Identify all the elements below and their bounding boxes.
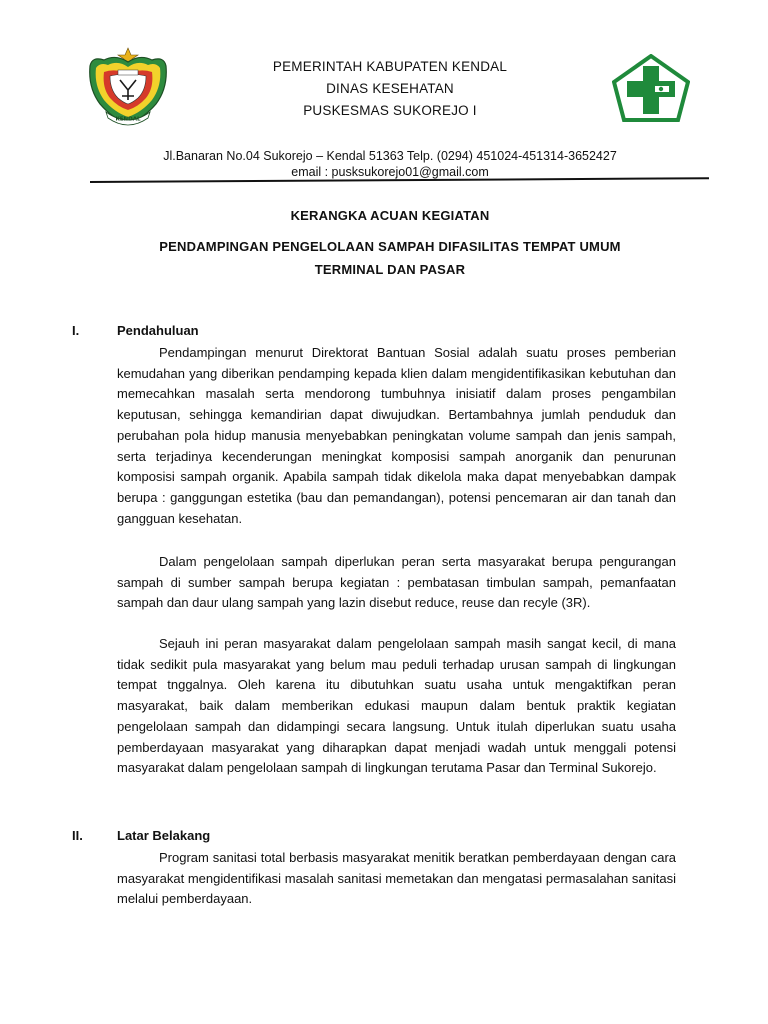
paragraph-pendahuluan-2: Dalam pengelolaan sampah diperlukan peran serta masyarakat berupa pengurangan sampah di sumber sampah berupa kegiatan : pembatasan timbulan sampah, pemanfaatan sampah dan daur ulang sampah yang lazin disebut reduce, reuse dan recyle (3R). — [117, 554, 676, 611]
section-number-2: II. — [72, 828, 83, 843]
header-email: email : pusksukorejo01@gmail.com — [291, 165, 489, 179]
section-number-1: I. — [72, 323, 80, 338]
paragraph-latar-belakang-1: Program sanitasi total berbasis masyarakat menitik beratkan pemberdayaan dengan cara masyarakat mengidentifikasi masalah sanitasi memetakan dan mengatasi permasalahan sanitasi melalui pemberdayaan. — [117, 850, 676, 907]
section-title-pendahuluan: Pendahuluan — [117, 323, 199, 338]
header-address: Jl.Banaran No.04 Sukorejo – Kendal 51363 Telp. (0294) 451024-451314-3652427 — [163, 149, 617, 163]
header-puskesmas-line: PUSKESMAS SUKOREJO I — [303, 103, 477, 118]
header-agency-line: DINAS KESEHATAN — [326, 81, 454, 96]
document-subtitle-line2: TERMINAL DAN PASAR — [314, 262, 466, 277]
paragraph-pendahuluan-1: Pendampingan menurut Direktorat Bantuan Sosial adalah suatu proses pemberian kemudahan yang diberikan pendamping kepada klien dalam mengidentifikasikan kebutuhan dan memecahkan masalah serta mendorong tumbuhnya inisiatif dalam proses pengambilan keputusan, sehingga kemandirian dapat diwujudkan. Bertambahnya jumlah penduduk dan perubahan pola hidup manusia menyebabkan peningkatan volume sampah dan jenis sampah, serta terjadinya kecenderungan meningkat komposisi sampah anorganik dan penurunan komposisi sampah organik. Apabila sampah tidak dikelola maka dapat menyebabkan dampak berupa : ganggungan estetika (bau dan pemandangan), potensi pencemaran air dan tanah dan gangguan kesehatan. — [117, 345, 676, 526]
section-title-latar-belakang: Latar Belakang — [117, 828, 211, 843]
logo-left-text: KENDAL — [115, 116, 141, 123]
document-title: KERANGKA ACUAN KEGIATAN — [290, 208, 490, 223]
header-government-line: PEMERINTAH KABUPATEN KENDAL — [272, 59, 508, 74]
paragraph-pendahuluan-3: Sejauh ini peran masyarakat dalam pengelolaan sampah masih sangat kecil, di mana tidak sedikit pula masyarakat yang belum mau peduli terhadap urusan sampah di lingkungan tempat tnggalnya. Oleh karena itu dibutuhkan suatu usaha untuk mengaktifkan peran masyarakat, baik dalam memberikan edukasi maupun dalam bentuk praktik kegiatan pengelolaan sampah dan didampingi secara langsung. Untuk itulah diperlukan suatu usaha pemberdayaan masyarakat yang diharapkan dapat menjadi wadah untuk menggali potensi masyarakat dalam pengelolaan sampah di lingkungan terutama Pasar dan Terminal Sukorejo. — [117, 636, 676, 776]
document-subtitle-line1: PENDAMPINGAN PENGELOLAAN SAMPAH DIFASILITAS TEMPAT UMUM — [159, 239, 621, 254]
kendal-regency-emblem-icon — [82, 46, 174, 130]
puskesmas-cross-logo-icon — [612, 54, 690, 122]
